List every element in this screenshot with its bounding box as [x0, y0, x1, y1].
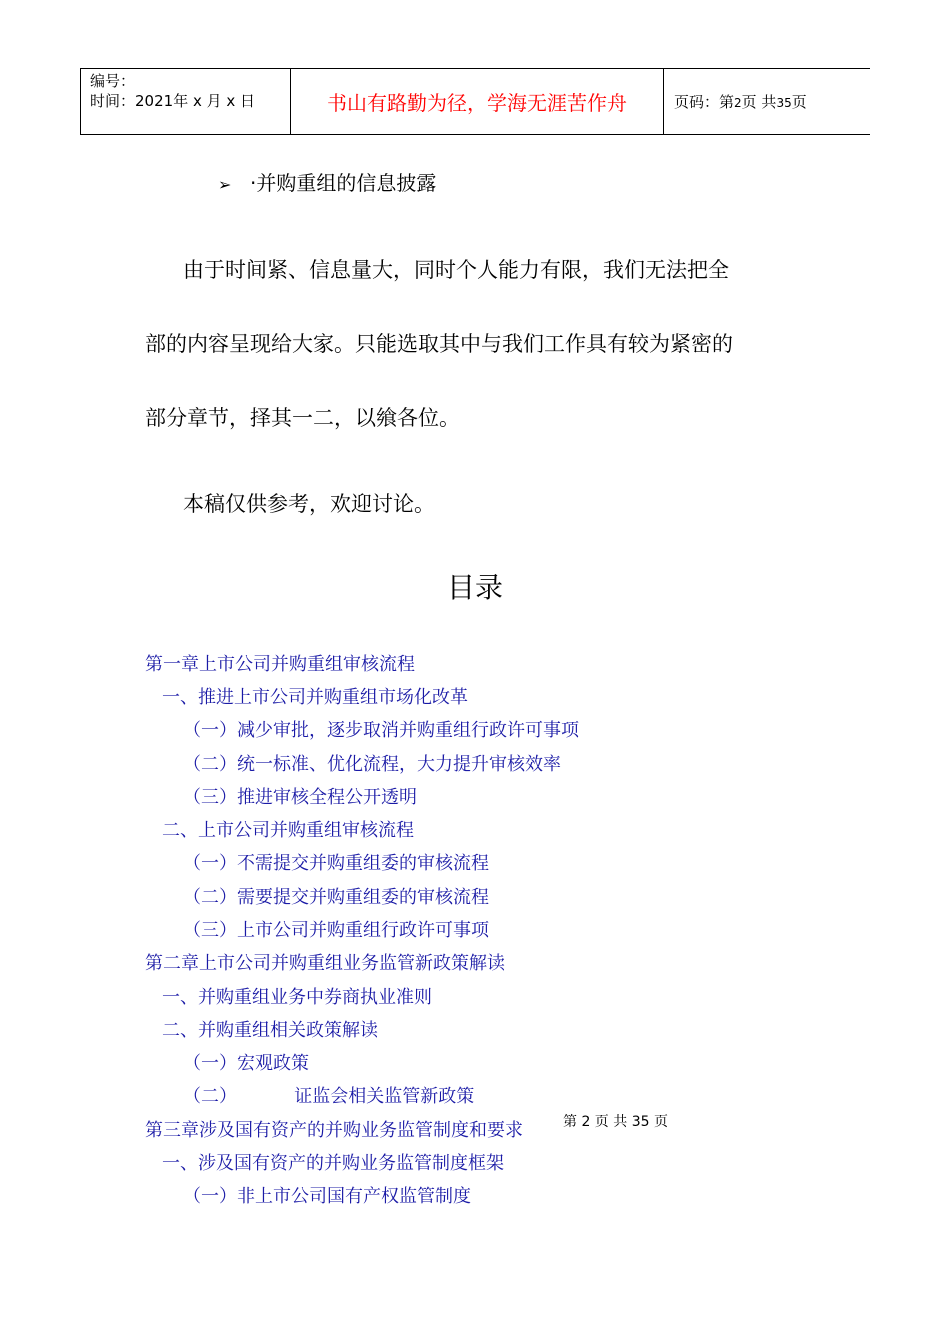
toc-item[interactable]: 一、推进上市公司并购重组市场化改革	[162, 687, 468, 708]
toc-item[interactable]: （三）上市公司并购重组行政许可事项	[183, 920, 489, 941]
toc-item-chapter-2[interactable]: 第二章上市公司并购重组业务监管新政策解读	[145, 953, 505, 974]
page-footer: 第 2 页 共 35 页	[563, 1114, 668, 1130]
toc-item[interactable]: （一）宏观政策	[183, 1053, 309, 1074]
header-meta-cell	[81, 69, 291, 135]
intro-paragraph-line-3: 部分章节，择其一二，以飨各位。	[145, 406, 460, 430]
header-table	[80, 68, 870, 135]
toc-item[interactable]: （一）减少审批，逐步取消并购重组行政许可事项	[183, 720, 579, 741]
page-mid: 页 共	[741, 93, 777, 111]
page-prefix: 页码：第	[674, 93, 735, 111]
header-page-cell	[664, 69, 871, 135]
toc-item[interactable]: 一、并购重组业务中券商执业准则	[162, 987, 432, 1008]
toc-item[interactable]: 二、并购重组相关政策解读	[162, 1020, 378, 1041]
section-title: ·并购重组的信息披露	[250, 171, 437, 195]
toc-title: 目录	[446, 571, 503, 604]
toc-item[interactable]: 一、涉及国有资产的并购业务监管制度框架	[162, 1153, 504, 1174]
toc-item[interactable]: 二、上市公司并购重组审核流程	[162, 820, 414, 841]
time-line	[90, 91, 290, 111]
page-number: 2	[734, 96, 742, 110]
time-label: 时间：	[90, 92, 136, 110]
toc-item[interactable]: （三）推进审核全程公开透明	[183, 787, 417, 808]
section-heading	[218, 170, 436, 198]
toc-item[interactable]: （一）非上市公司国有产权监管制度	[183, 1186, 471, 1207]
toc-item[interactable]: （二）需要提交并购重组委的审核流程	[183, 887, 489, 908]
intro-paragraph-line-1: 由于时间紧、信息量大，同时个人能力有限，我们无法把全	[183, 258, 729, 282]
page-total: 35	[776, 96, 792, 110]
time-date-rest: 年 x 月 x 日	[173, 92, 256, 110]
intro-paragraph-line-2: 部的内容呈现给大家。只能选取其中与我们工作具有较为紧密的	[145, 332, 733, 356]
time-year: 2021	[135, 92, 174, 110]
toc-item[interactable]: （一）不需提交并购重组委的审核流程	[183, 853, 489, 874]
toc-item-chapter-3[interactable]: 第三章涉及国有资产的并购业务监管制度和要求	[145, 1120, 523, 1141]
toc-item[interactable]: （二）统一标准、优化流程，大力提升审核效率	[183, 754, 561, 775]
arrow-right-icon: ➢	[218, 175, 232, 194]
toc-item-chapter-1[interactable]: 第一章上市公司并购重组审核流程	[145, 654, 415, 675]
motto: 书山有路勤为径，学海无涯苦作舟	[291, 69, 664, 135]
note-paragraph: 本稿仅供参考，欢迎讨论。	[183, 492, 435, 516]
code-label: 编号：	[90, 72, 136, 90]
toc-item[interactable]: （二） 证监会相关监管新政策	[183, 1086, 475, 1107]
page-suffix: 页	[791, 93, 807, 111]
